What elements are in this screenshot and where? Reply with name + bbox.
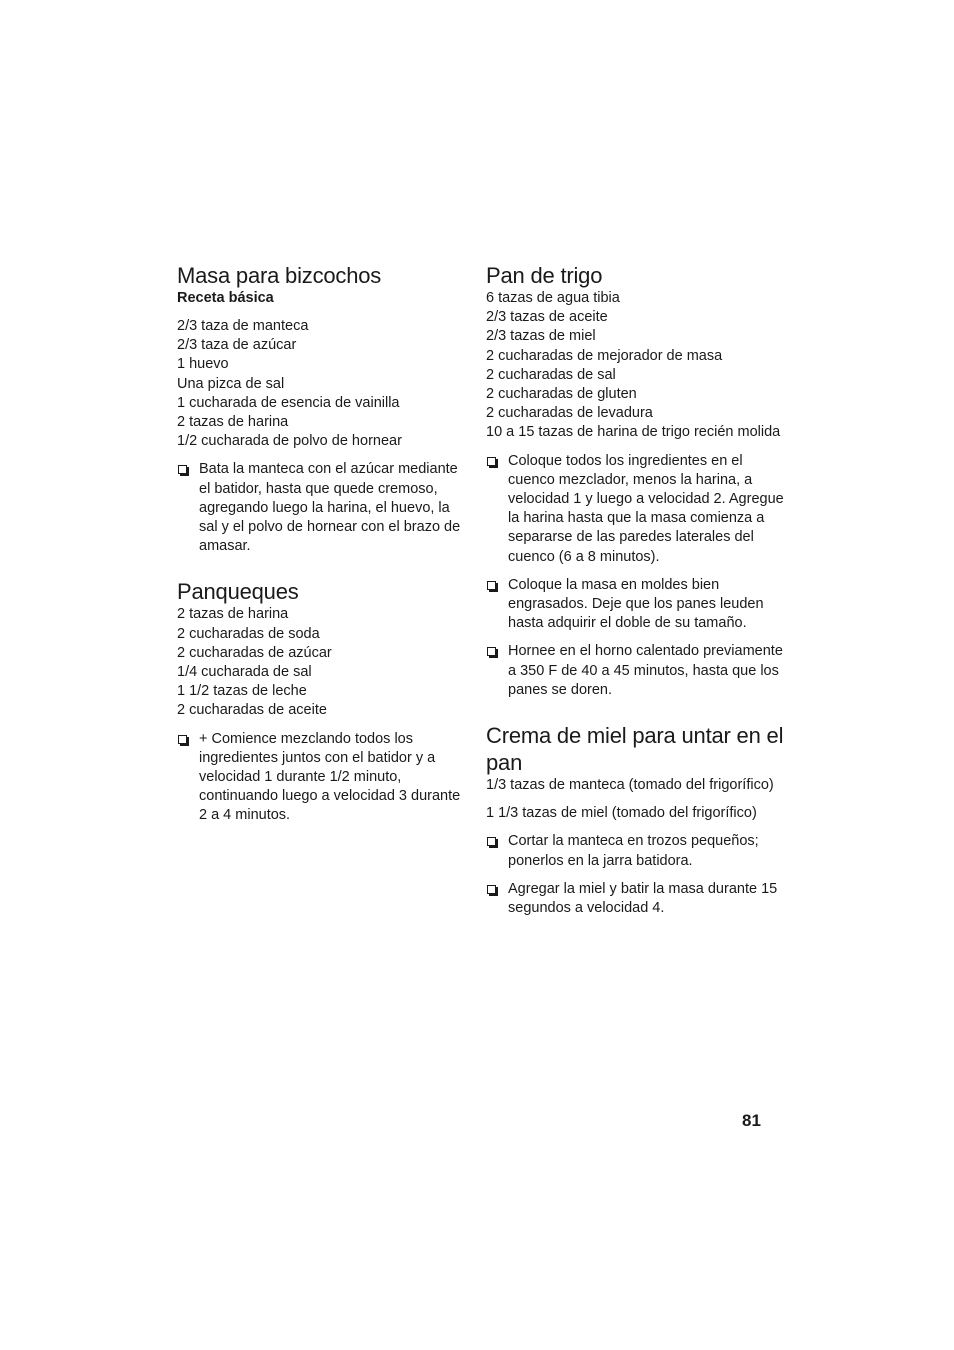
left-column: [177, 262, 467, 835]
ingredient-line: 2 cucharadas de soda: [177, 625, 320, 642]
checkbox-bullet-icon: [487, 647, 496, 656]
checkbox-bullet-icon: [487, 457, 496, 466]
pan-title: Pan de trigo: [486, 263, 603, 288]
ingredient-line: 1/2 cucharada de polvo de hornear: [177, 433, 402, 450]
panqueques-step: [177, 730, 467, 826]
pan-step: [486, 452, 786, 567]
step-text: Agregar la miel y batir la masa durante 15 segundos a velocidad 4.: [508, 880, 778, 917]
ingredient-line: 1/3 tazas de manteca (tomado del frigorífico): [486, 777, 774, 794]
ingredient-line: 2/3 taza de manteca: [177, 318, 309, 334]
ingredient-line: 1 1/2 tazas de leche: [177, 683, 307, 700]
ingredient-line: 2/3 taza de azúcar: [177, 337, 297, 354]
ingredient-line: 10 a 15 tazas de harina de trigo recién molida: [486, 424, 781, 441]
checkbox-bullet-icon: [487, 885, 496, 894]
checkbox-bullet-icon: [178, 735, 187, 744]
masa-subtitle: Receta básica: [177, 290, 274, 306]
page-number: 81: [742, 1111, 761, 1130]
ingredient-line: 2/3 tazas de aceite: [486, 309, 608, 326]
step-text: Coloque la masa en moldes bien engrasados. Deje que los panes leuden hasta adquirir el doble de su tamaño.: [508, 576, 764, 632]
step-text: Cortar la manteca en trozos pequeños; ponerlos en la jarra batidora.: [508, 833, 759, 869]
ingredient-line: 2 cucharadas de mejorador de masa: [486, 347, 723, 364]
ingredient-line: 2 tazas de harina: [177, 414, 289, 431]
crema-ingredient-1: [486, 776, 786, 795]
crema-step: [486, 832, 786, 870]
ingredient-line: 2 tazas de harina: [177, 606, 289, 623]
step-text: + Comience mezclando todos los ingredientes juntos con el batidor y a velocidad 1 durante 1/2 minuto, continuando luego a velocidad 3 durante 2 a 4 minutos.: [199, 730, 461, 824]
ingredient-line: 1 cucharada de esencia de vainilla: [177, 394, 400, 411]
step-text: Bata la manteca con el azúcar mediante el batidor, hasta que quede cremoso, agregando luego la harina, el huevo, la sal y el polvo de hornear con el brazo de amasar.: [199, 461, 461, 555]
ingredient-line: 2 cucharadas de azúcar: [177, 644, 332, 661]
ingredient-line: 6 tazas de agua tibia: [486, 290, 620, 306]
checkbox-bullet-icon: [487, 837, 496, 846]
ingredient-line: 2 cucharadas de aceite: [177, 702, 327, 719]
ingredient-line: 1 1/3 tazas de miel (tomado del frigorífico): [486, 805, 757, 822]
crema-step: [486, 880, 786, 918]
ingredient-line: 2 cucharadas de sal: [486, 366, 616, 383]
panqueques-ingredients: [177, 605, 467, 720]
masa-title: Masa para bizcochos: [177, 263, 382, 288]
pan-ingredients: [486, 289, 786, 443]
crema-title: Crema de miel para untar en el pan: [486, 723, 784, 776]
pan-step: [486, 576, 786, 634]
ingredient-line: 2/3 tazas de miel: [486, 328, 596, 345]
ingredient-line: 1/4 cucharada de sal: [177, 664, 312, 681]
pan-step: [486, 642, 786, 700]
step-text: Coloque todos los ingredientes en el cuenco mezclador, menos la harina, a velocidad 1 y luego a velocidad 2. Agregue la harina hasta que la masa comienza a separarse de las paredes laterales del cuenco (6 a 8 minutos).: [508, 452, 784, 565]
panqueques-title: Panqueques: [177, 579, 299, 605]
ingredient-line: 2 cucharadas de levadura: [486, 405, 653, 422]
checkbox-bullet-icon: [178, 465, 187, 474]
ingredient-line: 2 cucharadas de gluten: [486, 386, 637, 403]
ingredient-line: 1 huevo: [177, 356, 229, 373]
checkbox-bullet-icon: [487, 581, 496, 590]
ingredient-line: Una pizca de sal: [177, 375, 285, 392]
masa-ingredients: [177, 317, 467, 451]
step-text: Hornee en el horno calentado previamente a 350 F de 40 a 45 minutos, hasta que los panes se doren.: [508, 643, 783, 698]
crema-ingredient-2: [486, 804, 786, 823]
right-column: [486, 262, 786, 927]
masa-step: [177, 460, 467, 556]
